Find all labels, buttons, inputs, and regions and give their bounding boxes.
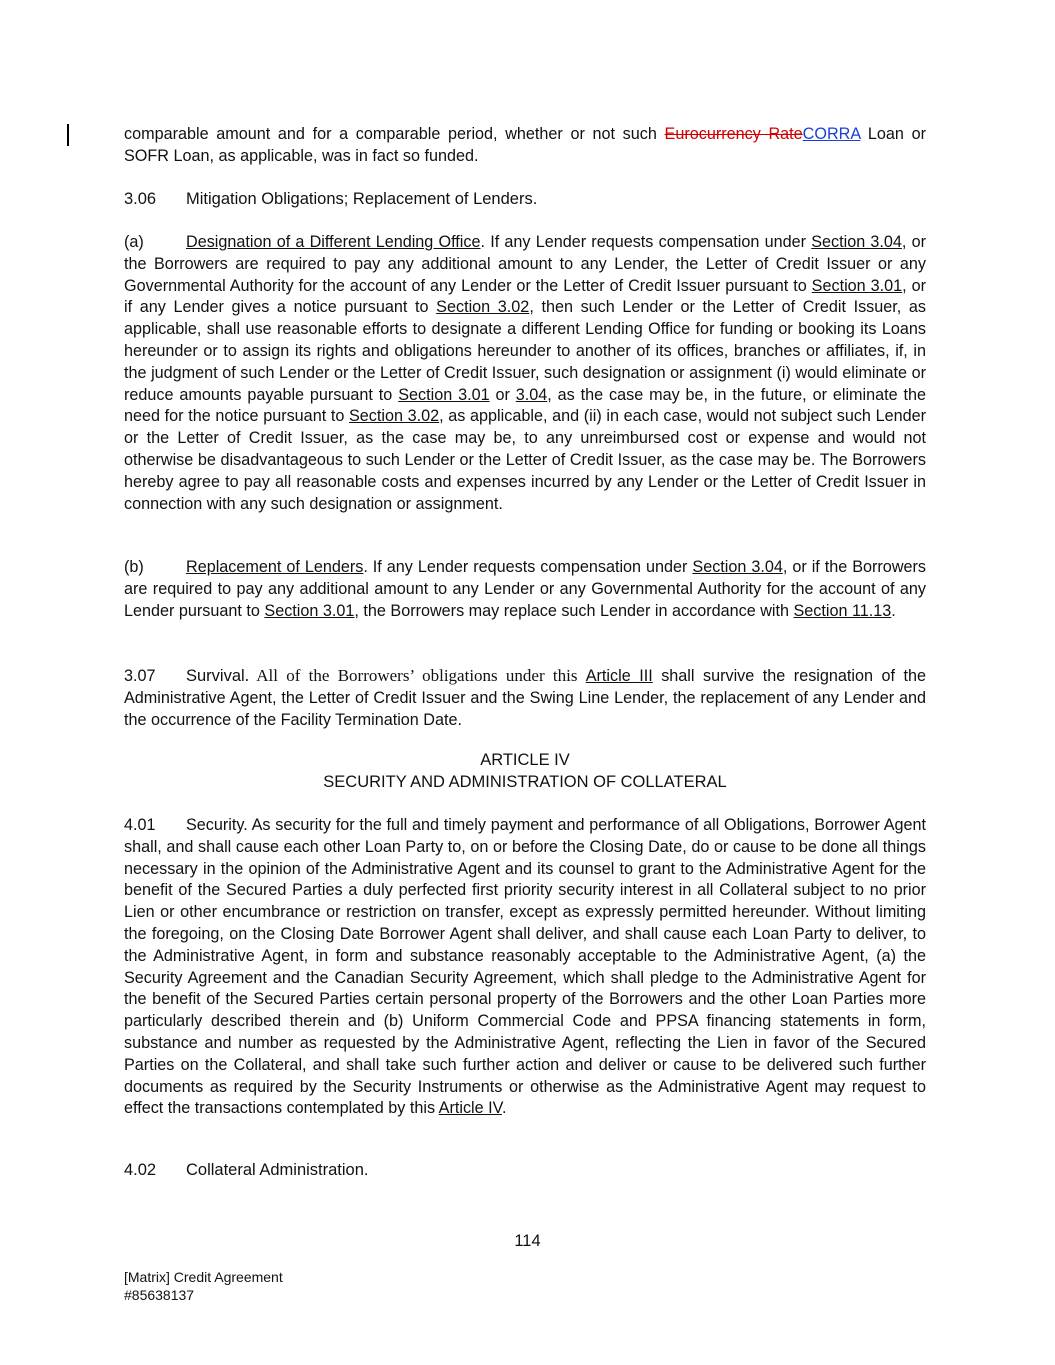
section-title: Security [186,816,244,834]
section-3-07-paragraph: 3.07 Survival. All of the Borrowers’ obligations under this Article III shall survive the resignation of the Administrative Agent, the Letter of Credit Issuer and the Swing Line Lender, the replacement of any Lender and the occurrence of the Facility Termination Date. [124,666,927,729]
article-subtitle: SECURITY AND ADMINISTRATION OF COLLATERAL [323,773,727,791]
cross-reference: Section 3.02 [349,407,440,426]
cross-reference: Section 3.01 [398,385,490,404]
subsection-heading: Replacement of Lenders [186,558,364,576]
document-footer [124,1268,283,1304]
section-title: Survival [186,667,245,685]
subsection-heading: Designation of a Different Lending Office [186,233,481,251]
cross-reference: Article III [585,667,653,685]
cross-reference: Section 3.04 [692,558,783,576]
cross-reference: 3.04 [515,385,548,404]
section-3-06-a-paragraph: (a) Designation of a Different Lending Office. If any Lender requests compensation under Section 3.04, or the Borrowers are required to pay any additional amount to any Lender, the Letter of Credit Issuer or any Governmental Authority for the account of any Lender or the Letter of Credit Issuer pursuant to Section 3.01, or if any Lender gives a notice pursuant to Section 3.02, then such Lender or the Letter of Credit Issuer, as applicable, shall use reasonable efforts to designate a different Lending Office for funding or booking its Loans hereunder or to assign its rights and obligations hereunder to another of its offices, branches or affiliates, if, in the judgment of such Lender or the Letter of Credit Issuer, such designation or assignment (i) would eliminate or reduce amounts payable pursuant to Section 3.01 or 3.04, as the case may be, in the future, or eliminate the need for the notice pursuant to Section 3.02, as applicable, and (ii) in each case, would not subject such Lender or the Letter of Credit Issuer, as the case may be, to any unreimbursed cost or expense and would not otherwise be disadvantageous to such Lender or the Letter of Credit Issuer, as the case may be. The Borrowers hereby agree to pay all reasonable costs and expenses incurred by any Lender or the Letter of Credit Issuer in connection with any such designation or assignment. [124,233,927,513]
cross-reference: Article IV [438,1099,502,1118]
footer-document-id: #85638137 [124,1287,195,1303]
section-4-01-paragraph: 4.01 Security. As security for the full and timely payment and performance of all Obligations, Borrower Agent shall, and shall cause each other Loan Party to, on or before the Closing Date, do or cause to be done all things necessary in the opinion of the Administrative Agent and its counsel to grant to the Administrative Agent for the benefit of the Secured Parties a duly perfected first priority security interest in all Collateral subject to no prior Lien or other encumbrance or restriction on transfer, except as expressly permitted hereunder. Without limiting the foregoing, on the Closing Date Borrower Agent shall deliver, and shall cause each Loan Party to deliver, to the Administrative Agent, in form and substance reasonably acceptable to the Administrative Agent, (a) the Security Agreement and the Canadian Security Agreement, which shall pledge to the Administrative Agent for the benefit of the Secured Parties certain personal property of the Borrowers and the other Loan Parties more particularly described therein and (b) Uniform Commercial Code and PPSA financing statements in form, substance and number as requested by the Administrative Agent, reflecting the Lien in favor of the Secured Parties on the Collateral, and shall take such further action and deliver or cause to be delivered such further documents as required by the Security Instruments or otherwise as the Administrative Agent may request to effect the transactions contemplated by this Article IV. [124,816,926,1118]
revision-change-bar [67,124,69,146]
article-title: ARTICLE IV [480,751,570,769]
cross-reference: Section 3.01 [811,276,903,295]
page-number: 114 [514,1232,541,1250]
cross-reference: Section 3.01 [264,601,355,620]
cross-reference: Section 3.02 [436,298,530,317]
footer-document-name: [Matrix] Credit Agreement [124,1269,283,1285]
deleted-text: Eurocurrency Rate [664,125,803,143]
section-3-06-heading: 3.06 Mitigation Obligations; Replacement of Lenders. [124,190,538,208]
continued-paragraph: comparable amount and for a comparable period, whether or not such Eurocurrency RateCORRA Loan or SOFR Loan, as applicable, was in fact so funded. [124,125,926,165]
cross-reference: Section 11.13 [793,601,892,620]
section-3-06-b-paragraph: (b) Replacement of Lenders. If any Lender requests compensation under Section 3.04, or if the Borrowers are required to pay any additional amount to any Lender or any Governmental Authority for the account of any Lender pursuant to Section 3.01, the Borrowers may replace such Lender in accordance with Section 11.13. [124,558,926,620]
inserted-text: CORRA [802,125,861,143]
section-4-02-heading: 4.02 Collateral Administration. [124,1161,369,1179]
cross-reference: Section 3.04 [811,233,902,251]
